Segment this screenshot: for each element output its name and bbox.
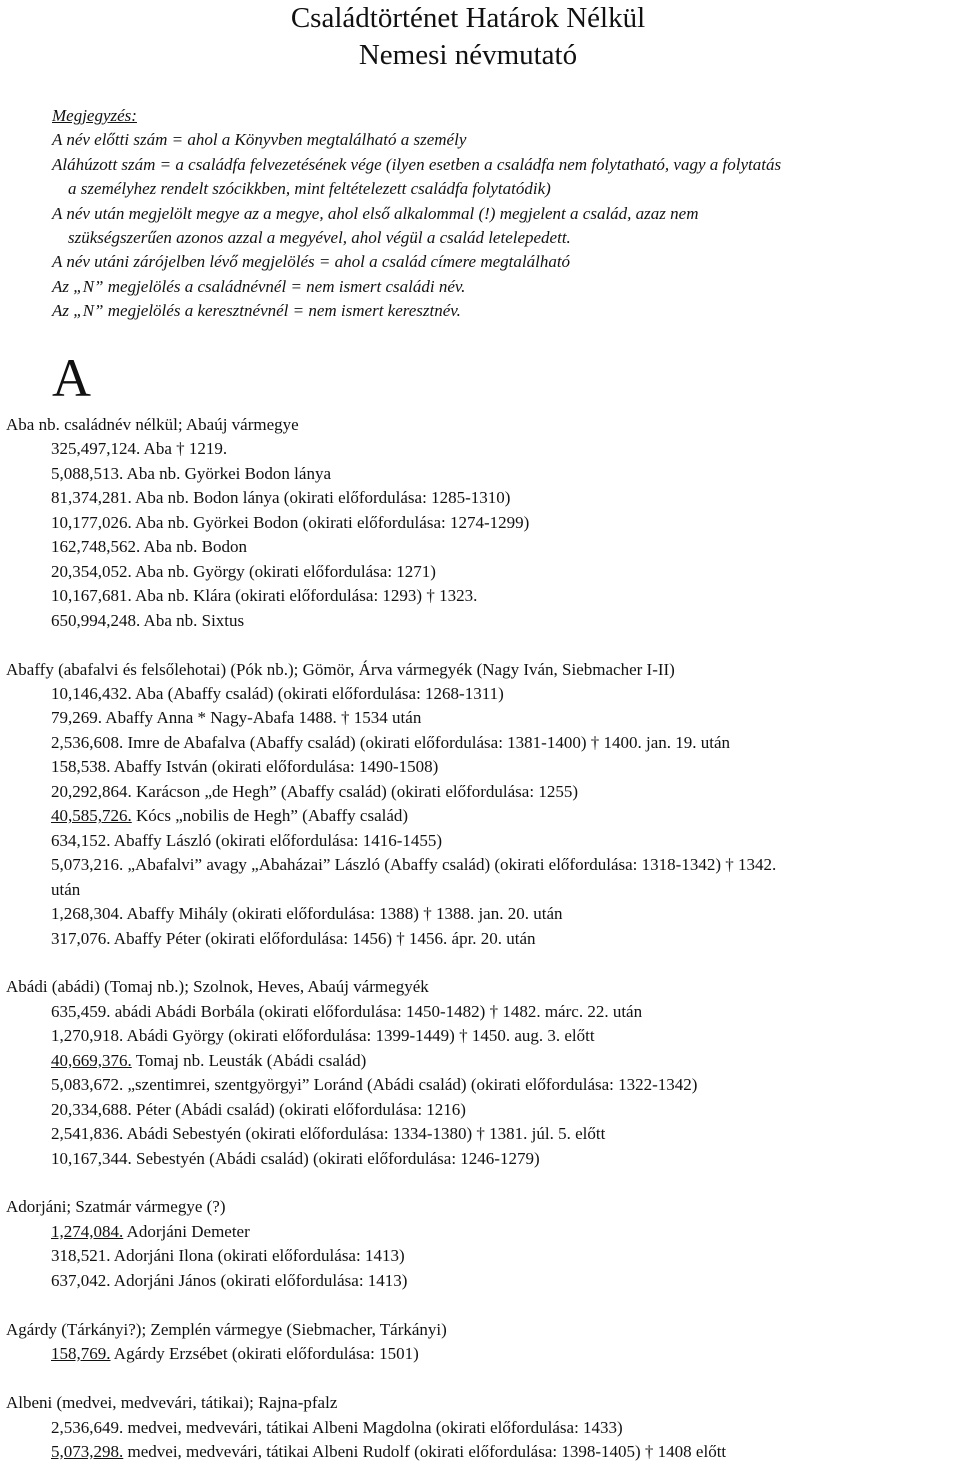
- entry-text: Abaffy Péter (okirati előfordulása: 1456) † 1456. ápr. 20. után: [110, 928, 536, 948]
- entry-number: 10,146,432.: [51, 683, 132, 703]
- index-entry: [6, 462, 956, 486]
- entry-number: 79,269.: [51, 708, 102, 728]
- entry-text: Abádi György (okirati előfordulása: 1399-1449) † 1450. aug. 3. előtt: [123, 1026, 595, 1046]
- index-entry: [6, 1244, 956, 1268]
- index-entry: [6, 1269, 956, 1293]
- entry-text: Aba nb. Bodon: [140, 537, 247, 557]
- entry-text: Imre de Abafalva (Abaffy család) (okirati előfordulása: 1381-1400) † 1400. jan. 19. után: [123, 732, 731, 752]
- index-entry: [6, 1440, 956, 1464]
- entry-number: 40,669,376.: [51, 1050, 132, 1070]
- index-entry: [6, 437, 956, 461]
- page-title: Családtörténet Határok Nélkül: [290, 2, 646, 34]
- index-entry: [6, 511, 956, 535]
- entry-text: Aba nb. Bodon lánya (okirati előfordulása: 1285-1310): [131, 488, 511, 508]
- family-header: Aba nb. családnév nélkül; Abaúj vármegye: [6, 415, 299, 434]
- notes-section: [52, 104, 952, 324]
- entry-number: 20,334,688.: [51, 1099, 132, 1119]
- note-line: szükségszerűen azonos azzal a megyével, ahol végül a család letelepedett.: [68, 228, 571, 248]
- index-entry: [6, 1147, 956, 1171]
- entry-text: Abaffy Anna * Nagy-Abafa 1488. † 1534 után: [102, 708, 422, 728]
- entry-text: Aba nb. Klára (okirati előfordulása: 1293) † 1323.: [131, 586, 478, 606]
- index-entry: [6, 535, 956, 559]
- entry-continuation: után: [51, 879, 81, 899]
- index-entry: [6, 1073, 956, 1097]
- entry-number: 5,088,513.: [51, 463, 124, 483]
- entry-number: 10,167,344.: [51, 1148, 132, 1168]
- index-entry: [6, 1000, 956, 1024]
- entry-number: 20,354,052.: [51, 561, 132, 581]
- index-entry: [6, 804, 956, 828]
- family-header: Albeni (medvei, medvevári, tátikai); Rajna-pfalz: [6, 1393, 338, 1413]
- index-entry: [6, 609, 956, 633]
- index-entry: [6, 560, 956, 584]
- index-body: [6, 413, 956, 1464]
- index-entry: [6, 1049, 956, 1073]
- entry-number: 318,521.: [51, 1246, 111, 1266]
- entry-number: 2,536,649.: [51, 1417, 124, 1437]
- entry-text: Péter (Abádi család) (okirati előfordulása: 1216): [131, 1099, 466, 1119]
- entry-number: 20,292,864.: [51, 781, 132, 801]
- entry-number: 650,994,248.: [51, 610, 141, 630]
- entry-text: Abaffy István (okirati előfordulása: 1490-1508): [110, 757, 439, 777]
- entry-number: 5,073,216.: [51, 855, 124, 875]
- entry-number: 5,083,672.: [51, 1075, 124, 1095]
- entry-text: Adorjáni János (okirati előfordulása: 1413): [110, 1270, 408, 1290]
- index-entry: [6, 1122, 956, 1146]
- note-line: Aláhúzott szám = a családfa felvezetésének vége (ilyen esetben a családfa nem folytatható, vagy a folytatás: [52, 154, 782, 174]
- entry-number: 637,042.: [51, 1270, 111, 1290]
- entry-text: Abádi Sebestyén (okirati előfordulása: 1334-1380) † 1381. júl. 5. előtt: [123, 1124, 606, 1144]
- entry-text: Agárdy Erzsébet (okirati előfordulása: 1501): [110, 1344, 419, 1364]
- entry-number: 1,270,918.: [51, 1026, 124, 1046]
- entry-text: Adorjáni Demeter: [123, 1221, 250, 1241]
- entry-number: 158,538.: [51, 757, 111, 777]
- family-header: Abaffy (abafalvi és felsőlehotai) (Pók nb.); Gömör, Árva vármegyék (Nagy Iván, Siebmacher I-II): [6, 659, 675, 679]
- entry-text: Abaffy László (okirati előfordulása: 1416-1455): [110, 830, 443, 850]
- index-entry: [6, 1024, 956, 1048]
- index-entry: [6, 1416, 956, 1440]
- entry-number: 1,274,084.: [51, 1221, 124, 1241]
- family-header: Agárdy (Tárkányi?); Zemplén vármegye (Siebmacher, Tárkányi): [6, 1319, 447, 1339]
- index-entry: [6, 1342, 956, 1366]
- index-entry: [6, 584, 956, 608]
- index-entry: [6, 853, 956, 877]
- entry-text: medvei, medvevári, tátikai Albeni Rudolf (okirati előfordulása: 1398-1405) † 1408 előtt: [123, 1441, 727, 1461]
- entry-number: 40,585,726.: [51, 806, 132, 826]
- entry-text: Adorjáni Ilona (okirati előfordulása: 1413): [110, 1246, 405, 1266]
- entry-number: 317,076.: [51, 928, 111, 948]
- entry-text: Aba † 1219.: [140, 439, 228, 459]
- section-gap: [6, 1367, 956, 1391]
- section-gap: [6, 1293, 956, 1317]
- index-entry: [6, 780, 956, 804]
- entry-number: 5,073,298.: [51, 1441, 124, 1461]
- note-line: Az „N” megjelölés a keresztnévnél = nem ismert keresztnév.: [52, 301, 461, 321]
- entry-text: Karácson „de Hegh” (Abaffy család) (okirati előfordulása: 1255): [131, 781, 578, 801]
- index-entry: [6, 902, 956, 926]
- note-line: A név utáni zárójelben lévő megjelölés = ahol a család címere megtalálható: [52, 252, 571, 272]
- entry-number: 634,152.: [51, 830, 111, 850]
- entry-text: Sebestyén (Abádi család) (okirati előfordulása: 1246-1279): [131, 1148, 540, 1168]
- entry-number: 10,177,026.: [51, 512, 132, 532]
- entry-number: 1,268,304.: [51, 904, 124, 924]
- section-letter: A: [52, 348, 91, 408]
- note-line: Az „N” megjelölés a családnévnél = nem ismert családi név.: [52, 276, 466, 296]
- entry-text: „szentimrei, szentgyörgyi” Loránd (Abádi család) (okirati előfordulása: 1322-1342): [123, 1075, 698, 1095]
- entry-text: Abaffy Mihály (okirati előfordulása: 1388) † 1388. jan. 20. után: [123, 904, 563, 924]
- entry-text: Kócs „nobilis de Hegh” (Abaffy család): [131, 806, 409, 826]
- section-gap: [6, 633, 956, 657]
- entry-text: Aba (Abaffy család) (okirati előfordulása: 1268-1311): [131, 683, 504, 703]
- index-entry: [6, 1220, 956, 1244]
- family-header: Abádi (abádi) (Tomaj nb.); Szolnok, Heves, Abaúj vármegyék: [6, 977, 429, 997]
- family-header: Adorjáni; Szatmár vármegye (?): [6, 1197, 226, 1217]
- entry-text: abádi Abádi Borbála (okirati előfordulása: 1450-1482) † 1482. márc. 22. után: [110, 1001, 643, 1021]
- entry-number: 2,536,608.: [51, 732, 124, 752]
- entry-number: 635,459.: [51, 1001, 111, 1021]
- note-line: A név után megjelölt megye az a megye, ahol első alkalommal (!) megjelent a család, azaz nem: [52, 203, 699, 223]
- entry-number: 2,541,836.: [51, 1124, 124, 1144]
- index-entry: [6, 486, 956, 510]
- notes-heading: Megjegyzés:: [52, 106, 137, 125]
- index-entry: [6, 829, 956, 853]
- entry-text: „Abafalvi” avagy „Abaházai” László (Abaffy család) (okirati előfordulása: 1318-1342) † 1342.: [123, 855, 777, 875]
- entry-number: 158,769.: [51, 1344, 111, 1364]
- entry-text: Aba nb. Sixtus: [140, 610, 245, 630]
- index-entry: [6, 731, 956, 755]
- index-entry: [6, 682, 956, 706]
- entry-number: 162,748,562.: [51, 537, 141, 557]
- entry-number: 325,497,124.: [51, 439, 141, 459]
- entry-text: Aba nb. Györkei Bodon lánya: [123, 463, 331, 483]
- index-entry: [6, 755, 956, 779]
- index-entry: [6, 927, 956, 951]
- entry-text: medvei, medvevári, tátikai Albeni Magdolna (okirati előfordulása: 1433): [123, 1417, 623, 1437]
- page-subtitle: Nemesi névmutató: [358, 39, 578, 71]
- note-line: a személyhez rendelt szócikkben, mint feltételezett családfa folytatódik): [68, 179, 551, 199]
- section-gap: [6, 951, 956, 975]
- index-entry: [6, 1098, 956, 1122]
- note-line: A név előtti szám = ahol a Könyvben megtalálható a személy: [52, 130, 467, 150]
- entry-text: Tomaj nb. Leusták (Abádi család): [131, 1050, 367, 1070]
- entry-number: 81,374,281.: [51, 488, 132, 508]
- entry-number: 10,167,681.: [51, 586, 132, 606]
- index-entry: [6, 706, 956, 730]
- entry-text: Aba nb. György (okirati előfordulása: 1271): [131, 561, 436, 581]
- section-gap: [6, 1171, 956, 1195]
- entry-text: Aba nb. Györkei Bodon (okirati előfordulása: 1274-1299): [131, 512, 530, 532]
